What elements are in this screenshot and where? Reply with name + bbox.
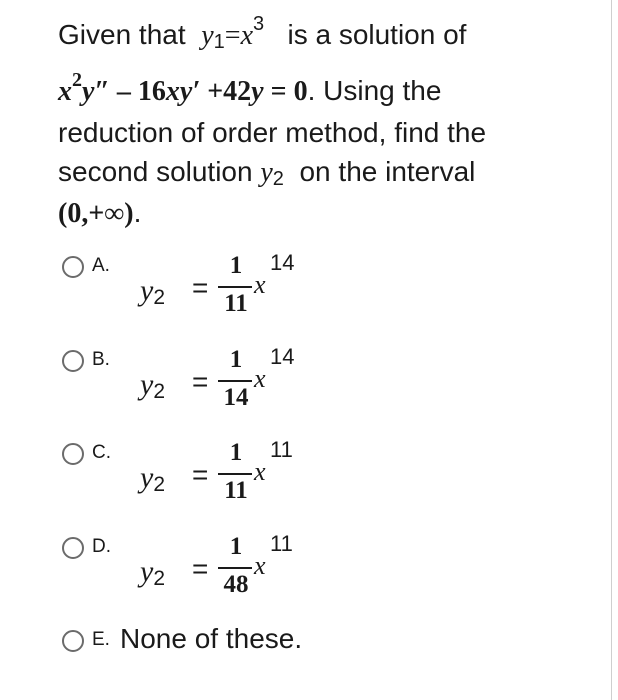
option-letter: B. xyxy=(92,349,110,370)
fraction-bar xyxy=(218,567,252,569)
lhs: $y_2$ xyxy=(140,274,166,309)
question-text: on the interval xyxy=(299,156,476,187)
fraction-bar xyxy=(218,473,252,475)
question-text: Given that xyxy=(58,19,186,50)
option-letter: E. xyxy=(92,629,110,650)
equation-equals-zero: = 0 xyxy=(263,76,308,107)
question-text: is a solution of xyxy=(287,19,467,50)
lhs: $y_2$ xyxy=(140,368,166,403)
equals-sign: = xyxy=(192,272,209,303)
radio-button-d[interactable] xyxy=(62,537,84,559)
fraction-numerator: 1 xyxy=(229,346,243,373)
x-exponent: 11 xyxy=(270,437,293,462)
question-text: Using the xyxy=(315,75,442,106)
option-expression xyxy=(140,344,340,430)
fraction-numerator: 1 xyxy=(229,533,243,560)
equals-sign: = xyxy=(224,20,241,51)
equals-sign: = xyxy=(192,366,209,397)
equation-y-double-prime: y″ xyxy=(82,76,110,107)
y2-variable: y xyxy=(260,157,273,188)
fraction-denominator: 14 xyxy=(223,384,249,411)
radio-button-a[interactable] xyxy=(62,256,84,278)
fraction-denominator: 11 xyxy=(224,290,248,317)
question-line-1 xyxy=(58,13,467,53)
equation-y: y xyxy=(251,76,264,107)
equation-minus-term: – 16 xyxy=(109,76,166,107)
interval-period: . xyxy=(133,197,142,228)
option-letter: D. xyxy=(92,536,111,557)
option-expression xyxy=(140,531,340,617)
option-expression xyxy=(140,250,340,336)
x-variable: x xyxy=(254,457,266,486)
equation-x: x xyxy=(58,76,72,107)
lhs: $y_2$ xyxy=(140,555,166,590)
radio-button-c[interactable] xyxy=(62,443,84,465)
fraction-numerator: 1 xyxy=(229,252,243,279)
radio-button-b[interactable] xyxy=(62,350,84,372)
question-line-3: reduction of order method, find the xyxy=(58,117,487,148)
x-variable: x xyxy=(254,551,266,580)
interval: (0,+∞) xyxy=(58,198,134,229)
x-exponent: 11 xyxy=(270,531,293,556)
lhs: $y_2$ xyxy=(140,461,166,496)
y1-variable: y xyxy=(201,20,214,51)
option-letter: A. xyxy=(92,255,110,276)
equation-period: . xyxy=(307,75,316,106)
question-line-4 xyxy=(58,155,475,190)
option-e-text: None of these. xyxy=(120,623,303,654)
x-exponent: 3 xyxy=(253,13,265,35)
radio-button-e[interactable] xyxy=(62,630,84,652)
option-expression xyxy=(140,437,340,523)
x-variable: x xyxy=(240,20,253,51)
question-line-2 xyxy=(58,69,442,109)
question-line-5 xyxy=(58,196,141,231)
y2-subscript: 2 xyxy=(272,168,284,190)
x-exponent: 14 xyxy=(270,250,295,275)
y1-subscript: 1 xyxy=(213,31,225,53)
fraction-numerator: 1 xyxy=(229,439,243,466)
fraction-denominator: 11 xyxy=(224,477,248,504)
equation-x-exponent: 2 xyxy=(72,69,82,91)
option-letter: C. xyxy=(92,442,111,463)
fraction-denominator: 48 xyxy=(223,571,249,598)
equals-sign: = xyxy=(192,553,209,584)
x-variable: x xyxy=(254,270,266,299)
equation-xy-prime: xy′ xyxy=(165,76,201,107)
equals-sign: = xyxy=(192,459,209,490)
question-text: second solution xyxy=(58,156,253,187)
equation-plus-term: +42 xyxy=(200,76,252,107)
x-exponent: 14 xyxy=(270,344,295,369)
x-variable: x xyxy=(254,364,266,393)
fraction-bar xyxy=(218,380,252,382)
fraction-bar xyxy=(218,286,252,288)
